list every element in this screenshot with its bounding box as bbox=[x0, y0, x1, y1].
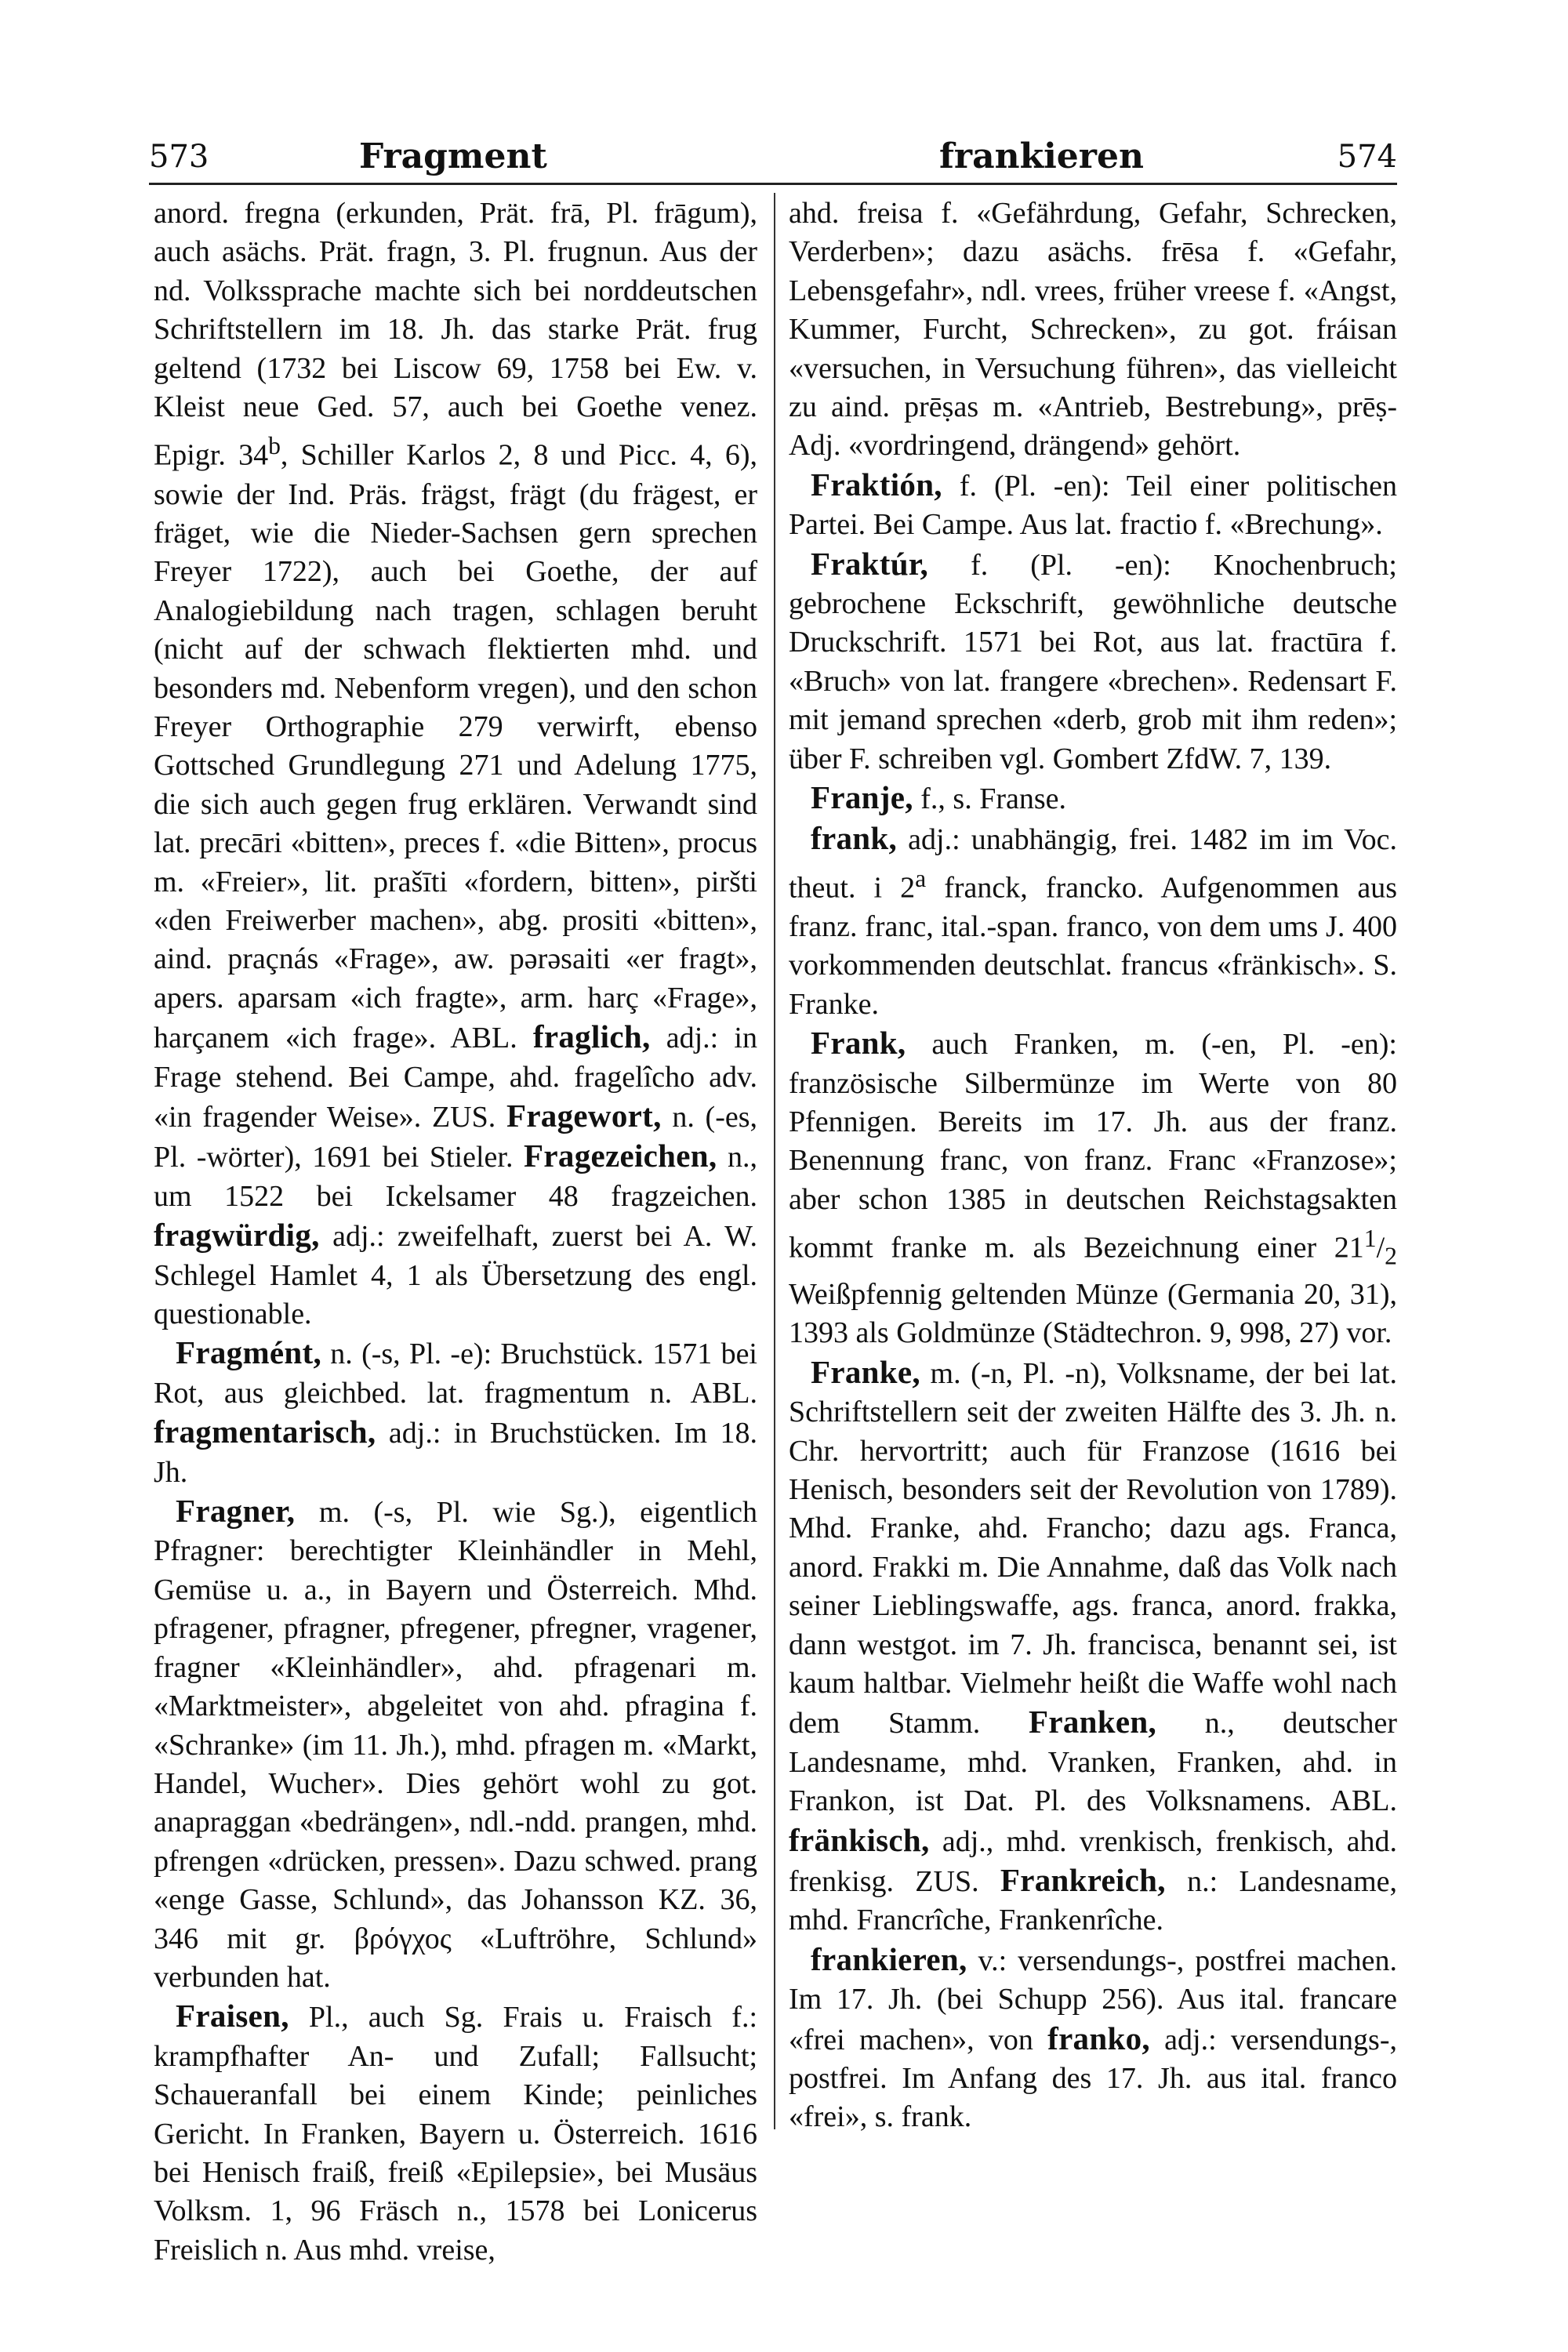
entry-text: n. (-s, Pl. -e): Bruchstück. 1571 bei Rot, aus gleichbed. lat. fragmentum n. ABL. bbox=[154, 1338, 757, 1410]
entry-text: franck, francko. Aufgenommen aus franz. franc, ital.-span. franco, von dem ums J. 400 vorkommenden deutschlat. francus «fränkisch». S. Franke. bbox=[789, 871, 1397, 1021]
fraction-denominator: 2 bbox=[1385, 1242, 1397, 1270]
entry-text: adj.: versendungs-, postfrei. Im Anfang des 17. Jh. aus ital. franco «frei», s. frank. bbox=[789, 2023, 1397, 2134]
entry-text: ahd. freisa f. «Gefährdung, Gefahr, Schrecken, Verderben»; dazu asächs. frēsa f. «Gefahr, Lebensgefahr», ndl. vrees, früher vreese f. «Angst, Kummer, Furcht, Schrecken», zu got. fráisan «versuchen, in Versuchung führen», das vielleicht zu aind. prēṣas m. «Antrieb, Bestrebung», prēṣ- Adj. «vordringend, drängend» gehört. bbox=[789, 197, 1397, 463]
headword-fragezeichen: Fragezeichen, bbox=[524, 1138, 717, 1174]
headword-fragment: Fragmént, bbox=[176, 1334, 321, 1371]
entry-frank-coin bbox=[789, 1024, 1397, 1353]
entry-franke bbox=[789, 1353, 1397, 1940]
entry-text: n. (-es, Pl. -wörter), 1691 bei Stieler. bbox=[154, 1101, 758, 1174]
right-column bbox=[789, 194, 1397, 2137]
superscript: b bbox=[268, 432, 281, 460]
entry-text: auch Franken, m. (-en, Pl. -en): französische Silbermünze im Werte von 80 Pfennigen. Bereits im 17. Jh. aus der franz. Benennung franc, von franz. Franc «Franzose»; aber schon 1385 in deutschen Reichstagsakten kommt franke m. als Bezeichnung einer 21 bbox=[789, 1028, 1397, 1265]
entry-text: v.: versendungs-, postfrei machen. Im 17. Jh. (bei Schupp 256). Aus ital. francare «frei machen», von bbox=[789, 1944, 1397, 2056]
entry-text: m. (-n, Pl. -n), Volksname, der bei lat. Schriftstellern seit der zweiten Hälfte des 3. Jh. n. Chr. hervortritt; auch für Franzose (1616 bei Henisch, besonders seit der Revolution von 1789). Mhd. Franke, ahd. Francho; dazu ags. Franca, anord. Frakki m. Die Annahme, daß das Volk nach seiner Lieblingswaffe, ags. franca, anord. frakka, dann westgot. im 7. Jh. francisca, benannt sei, ist kaum haltbar. Vielmehr heißt die Waffe wohl nach dem Stamm. bbox=[789, 1356, 1397, 1740]
entry-franje bbox=[789, 779, 1397, 818]
entry-fraktur bbox=[789, 545, 1397, 779]
headword-franko: franko, bbox=[1047, 2020, 1150, 2056]
entry-fragment bbox=[154, 1334, 757, 1492]
page-number-left: 573 bbox=[149, 139, 209, 175]
entry-text: n., um 1522 bei Ickelsamer 48 fragzeichen. bbox=[154, 1141, 758, 1213]
running-header bbox=[149, 135, 1397, 179]
fraction-slash: / bbox=[1376, 1231, 1385, 1265]
headword-fraktur: Fraktúr, bbox=[811, 545, 929, 582]
entry-fraisen bbox=[154, 1997, 757, 2270]
header-keyword-left: Fragment bbox=[359, 136, 547, 176]
entry-frankieren bbox=[789, 1940, 1397, 2137]
headword-fragwuerdig: fragwürdig, bbox=[154, 1217, 320, 1254]
entry-text: adj.: unabhängig, frei. 1482 im im Voc. theut. i 2 bbox=[789, 822, 1397, 905]
entry-text: n.: Landesname, mhd. Francrîche, Frankenrîche. bbox=[789, 1864, 1397, 1937]
left-column bbox=[154, 194, 757, 2270]
headword-fragmentarisch: fragmentarisch, bbox=[154, 1414, 376, 1450]
headword-franje: Franje, bbox=[811, 779, 913, 816]
column-divider bbox=[774, 193, 775, 2129]
entry-text: f. (Pl. -en): Teil einer politischen Partei. Bei Campe. Aus lat. fractio f. «Brechung». bbox=[789, 469, 1397, 542]
fraction-numerator: 1 bbox=[1363, 1225, 1377, 1253]
entry-text: adj.: in Bruchstücken. Im 18. Jh. bbox=[154, 1417, 757, 1489]
headword-fraisen: Fraisen, bbox=[176, 1998, 289, 2034]
entry-frank-adj bbox=[789, 819, 1397, 1025]
entry-text: f. (Pl. -en): Knochenbruch; gebrochene Eckschrift, gewöhnliche deutsche Druckschrift. 1571 bei Rot, aus lat. fractūra f. «Bruch» von lat. frangere «brechen». Redensart F. mit jemand sprechen «derb, grob mit ihm reden»; über F. schreiben vgl. Gombert ZfdW. 7, 139. bbox=[789, 548, 1397, 775]
entry-text: f., s. Franse. bbox=[913, 782, 1067, 816]
headword-frank-adj: frank, bbox=[811, 819, 898, 856]
headword-fraktion: Fraktión, bbox=[811, 466, 942, 503]
page-number-right: 574 bbox=[1337, 139, 1397, 175]
entry-fragner bbox=[154, 1492, 757, 1997]
headword-frank-coin: Frank, bbox=[811, 1025, 906, 1062]
headword-fragner: Fragner, bbox=[176, 1493, 296, 1530]
headword-frankieren: frankieren, bbox=[811, 1940, 967, 1977]
header-keyword-right: frankieren bbox=[939, 136, 1144, 176]
entry-text: adj.: zweifelhaft, zuerst bei A. W. Schlegel Hamlet 4, 1 als Übersetzung des engl. questionable. bbox=[154, 1220, 757, 1331]
entry-text: Pl., auch Sg. Frais u. Fraisch f.: krampfhafter An- und Zufall; Fallsucht; Schaueranfall bei einem Kinde; peinliches Gericht. In Franken, Bayern u. Österreich. 1616 bei Henisch fraiß, freiß «Epilepsie», bei Musäus Volksm. 1, 96 Fräsch n., 1578 bei Lonicerus Freislich n. Aus mhd. vreise, bbox=[154, 2001, 757, 2267]
entry-text: anord. fregna (erkunden, Prät. frā, Pl. frāgum), auch asächs. Prät. fragn, 3. Pl. frugnun. Aus der nd. Volkssprache machte sich bei norddeutschen Schriftstellern im 18. Jh. das starke Prät. frug geltend (1732 bei Liscow 69, 1758 bei Ew. v. Kleist neue Ged. 57, auch bei Goethe venez. Epigr. 34 bbox=[154, 197, 757, 473]
entry-text: adj., mhd. vrenkisch, frenkisch, ahd. frenkisg. ZUS. bbox=[789, 1824, 1397, 1898]
entry-text: Weißpfennig geltenden Münze (Germania 20, 31), 1393 als Goldmünze (Städtechron. 9, 998, 27) vor. bbox=[789, 1277, 1397, 1350]
entry-fraisen-continued bbox=[789, 194, 1397, 466]
headword-fragewort: Fragewort, bbox=[506, 1098, 662, 1134]
entry-text: adj.: in Frage stehend. Bei Campe, ahd. fragelîcho adv. «in fragender Weise». ZUS. bbox=[154, 1022, 757, 1134]
headword-fraglich: fraglich, bbox=[532, 1018, 651, 1055]
headword-franken: Franken, bbox=[1029, 1704, 1156, 1740]
headword-frankreich: Frankreich, bbox=[1000, 1861, 1166, 1898]
superscript: a bbox=[915, 864, 927, 892]
header-rule bbox=[149, 183, 1397, 185]
entry-fraktion bbox=[789, 466, 1397, 545]
headword-fraenkisch: fränkisch, bbox=[789, 1821, 930, 1858]
entry-text: m. (-s, Pl. wie Sg.), eigentlich Pfragner: berechtigter Kleinhändler in Mehl, Gemüse u. a., in Bayern und Österreich. Mhd. pfragener, pfragner, pfregener, pfregner, vragener, fragner «Kleinhändler», ahd. pfragenari m. «Marktmeister», abgeleitet von ahd. pfragina f. «Schranke» (im 11. Jh.), mhd. pfragen m. «Markt, Handel, Wucher». Dies gehört wohl zu got. anapraggan «bedrängen», ndl.-ndd. prangen, mhd. pfrengen «drücken, pressen». Dazu schwed. prang «enge Gasse, Schlund», das Johansson KZ. 36, 346 mit gr. βρόγχος «Luftröhre, Schlund» verbunden hat. bbox=[154, 1496, 757, 1994]
entry-fragen-continued bbox=[154, 194, 757, 1334]
headword-franke: Franke, bbox=[811, 1353, 920, 1390]
entry-text: n., deutscher Landesname, mhd. Vranken, Franken, ahd. in Frankon, ist Dat. Pl. des Volksnamens. ABL. bbox=[789, 1707, 1397, 1818]
entry-text: , Schiller Karlos 2, 8 und Picc. 4, 6), sowie der Ind. Präs. frägst, frägt (du frägest, er fräget, wie die Nieder-Sachsen gern sprechen Freyer 1722), auch bei Goethe, der auf Analogiebildung nach tragen, schlagen beruht (nicht auf der schwach flektierten mhd. und besonders md. Nebenform vregen), und den schon Freyer Orthographie 279 verwirft, ebenso Gottsched Grundlegung 271 und Adelung 1775, die sich auch gegen frug erklären. Verwandt sind lat. precāri «bitten», preces f. «die Bitten», procus m. «Freier», lit. prašīti «fordern, bitten», piršti «den Freiwerber machen», abg. prositi «bitten», aind. praçnás «Frage», aw. pərəsaiti «er fragt», apers. aparsam «ich fragte», arm. harç «Frage», harçanem «ich frage». ABL. bbox=[154, 439, 757, 1055]
